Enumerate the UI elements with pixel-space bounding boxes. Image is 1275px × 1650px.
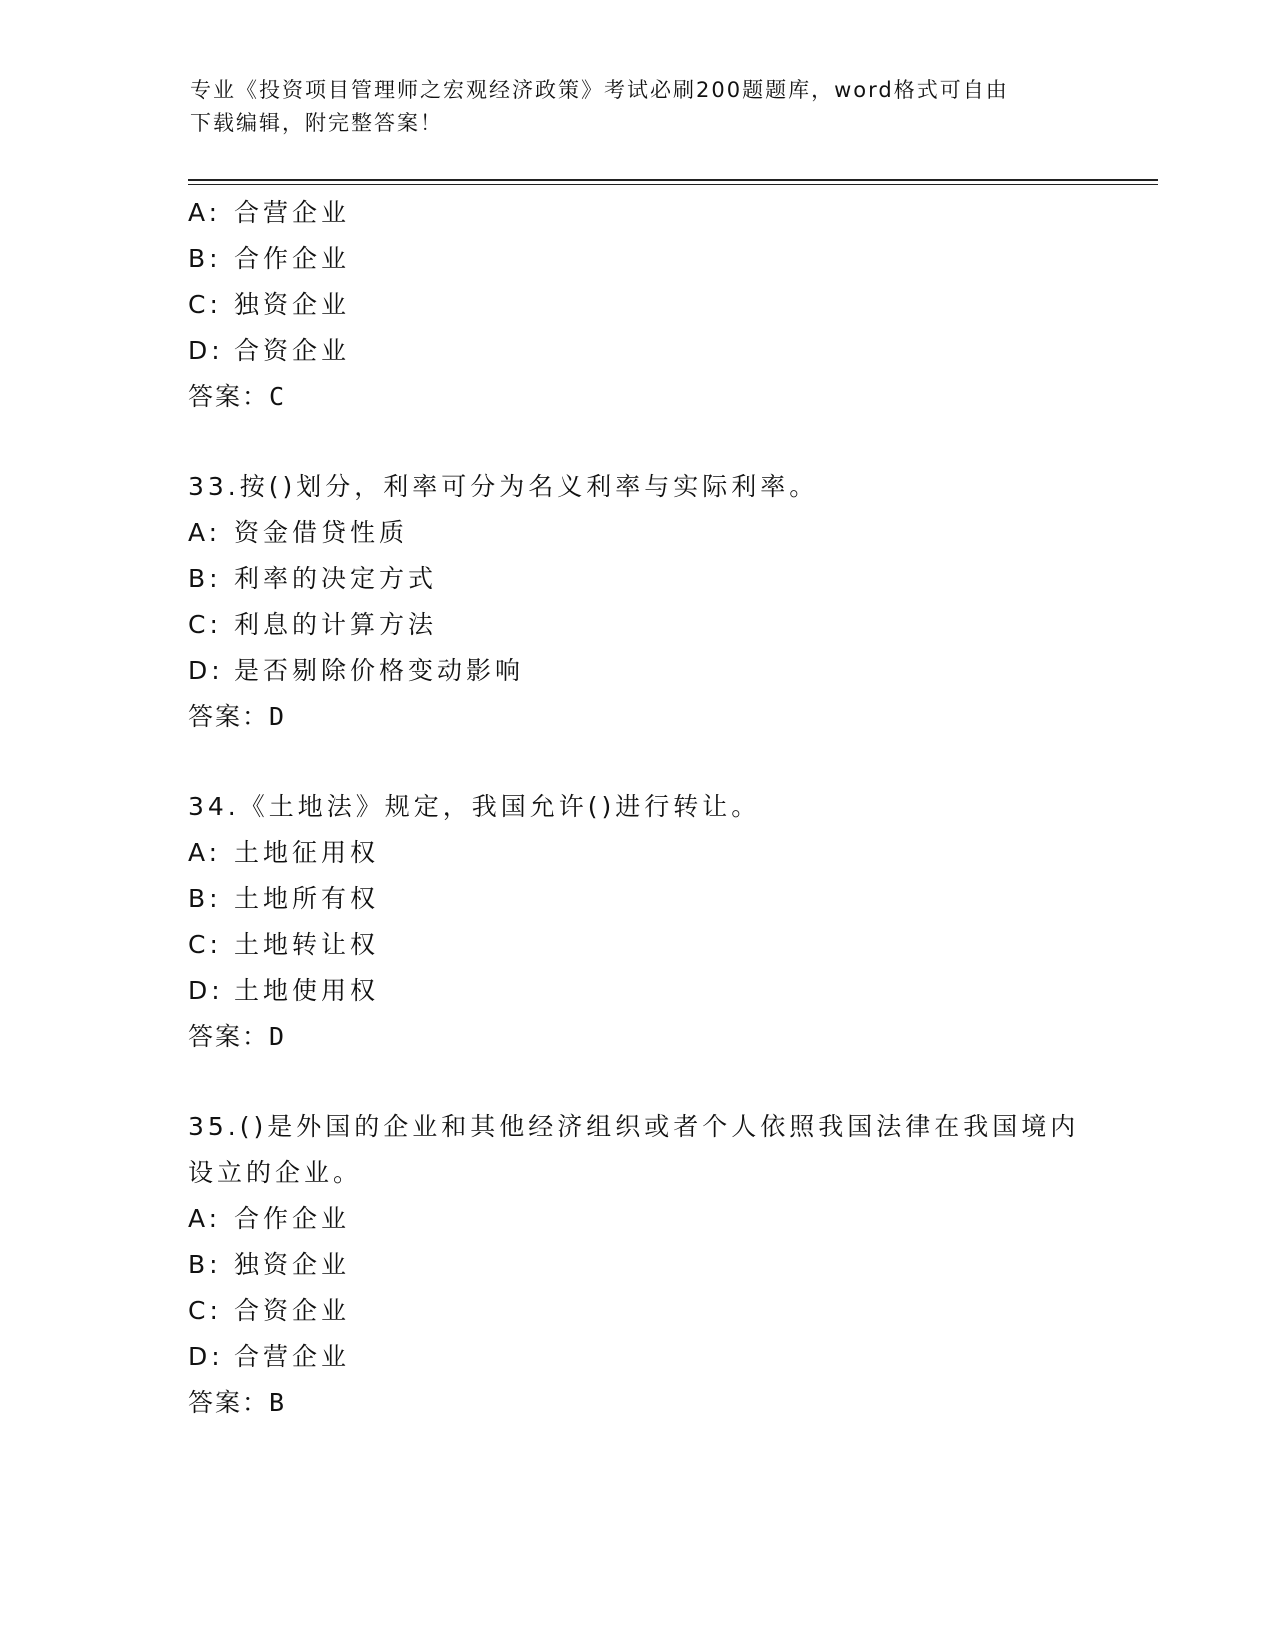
option-a xyxy=(188,1196,1148,1242)
question-text: 34.《土地法》规定，我国允许()进行转让。 xyxy=(188,792,761,821)
option-text: 合作企业 xyxy=(234,244,351,273)
option-a xyxy=(188,190,1148,236)
answer-line xyxy=(188,374,1148,420)
option-a xyxy=(188,830,1148,876)
option-text: 合资企业 xyxy=(234,336,351,365)
option-d xyxy=(188,968,1148,1014)
option-text: 独资企业 xyxy=(234,290,351,319)
option-text: 利率的决定方式 xyxy=(234,564,438,593)
option-c xyxy=(188,922,1148,968)
option-letter: B: xyxy=(188,564,222,593)
option-letter: B: xyxy=(188,1250,222,1279)
answer-line xyxy=(188,1380,1148,1426)
option-b xyxy=(188,236,1148,282)
question-text: 33.按()划分，利率可分为名义利率与实际利率。 xyxy=(188,472,819,501)
answer-label: 答案： xyxy=(188,382,270,411)
header-divider xyxy=(188,179,1158,185)
option-text: 土地所有权 xyxy=(234,884,380,913)
option-letter: C: xyxy=(188,1296,222,1325)
option-text: 独资企业 xyxy=(234,1250,351,1279)
option-letter: B: xyxy=(188,884,222,913)
option-text: 合营企业 xyxy=(234,198,351,227)
option-text: 合营企业 xyxy=(234,1342,351,1371)
answer-value: B xyxy=(269,1388,287,1417)
option-b xyxy=(188,876,1148,922)
option-letter: A: xyxy=(188,838,222,867)
answer-line xyxy=(188,1014,1148,1060)
option-letter: D: xyxy=(188,976,224,1005)
answer-label: 答案： xyxy=(188,1388,270,1417)
option-d xyxy=(188,328,1148,374)
option-letter: C: xyxy=(188,290,222,319)
question-block-35 xyxy=(188,1104,1148,1426)
header-line-1: 专业《投资项目管理师之宏观经济政策》考试必刷200题题库，word格式可自由 xyxy=(190,78,1009,102)
option-b xyxy=(188,1242,1148,1288)
option-text: 合作企业 xyxy=(234,1204,351,1233)
option-letter: D: xyxy=(188,656,224,685)
answer-label: 答案： xyxy=(188,702,270,731)
option-text: 土地转让权 xyxy=(234,930,380,959)
option-letter: B: xyxy=(188,244,222,273)
option-letter: D: xyxy=(188,1342,224,1371)
document-header xyxy=(190,74,1070,140)
question-block-partial xyxy=(188,190,1148,420)
answer-label: 答案： xyxy=(188,1022,270,1051)
option-d xyxy=(188,1334,1148,1380)
option-text: 土地使用权 xyxy=(234,976,380,1005)
option-text: 合资企业 xyxy=(234,1296,351,1325)
option-c xyxy=(188,282,1148,328)
question-block-33 xyxy=(188,464,1148,740)
option-b xyxy=(188,556,1148,602)
question-block-34 xyxy=(188,784,1148,1060)
option-letter: D: xyxy=(188,336,224,365)
option-c xyxy=(188,602,1148,648)
header-line-2: 下载编辑，附完整答案！ xyxy=(190,111,443,135)
option-a xyxy=(188,510,1148,556)
option-text: 利息的计算方法 xyxy=(234,610,438,639)
option-d xyxy=(188,648,1148,694)
option-letter: C: xyxy=(188,930,222,959)
answer-line xyxy=(188,694,1148,740)
option-letter: A: xyxy=(188,198,222,227)
answer-value: D xyxy=(269,1022,287,1051)
option-text: 土地征用权 xyxy=(234,838,380,867)
option-text: 资金借贷性质 xyxy=(234,518,409,547)
question-list xyxy=(188,190,1148,1426)
option-letter: C: xyxy=(188,610,222,639)
option-c xyxy=(188,1288,1148,1334)
answer-value: C xyxy=(269,382,287,411)
option-letter: A: xyxy=(188,1204,222,1233)
answer-value: D xyxy=(269,702,287,731)
option-letter: A: xyxy=(188,518,222,547)
option-text: 是否剔除价格变动影响 xyxy=(234,656,525,685)
question-text: 35.()是外国的企业和其他经济组织或者个人依照我国法律在我国境内设立的企业。 xyxy=(188,1112,1080,1187)
